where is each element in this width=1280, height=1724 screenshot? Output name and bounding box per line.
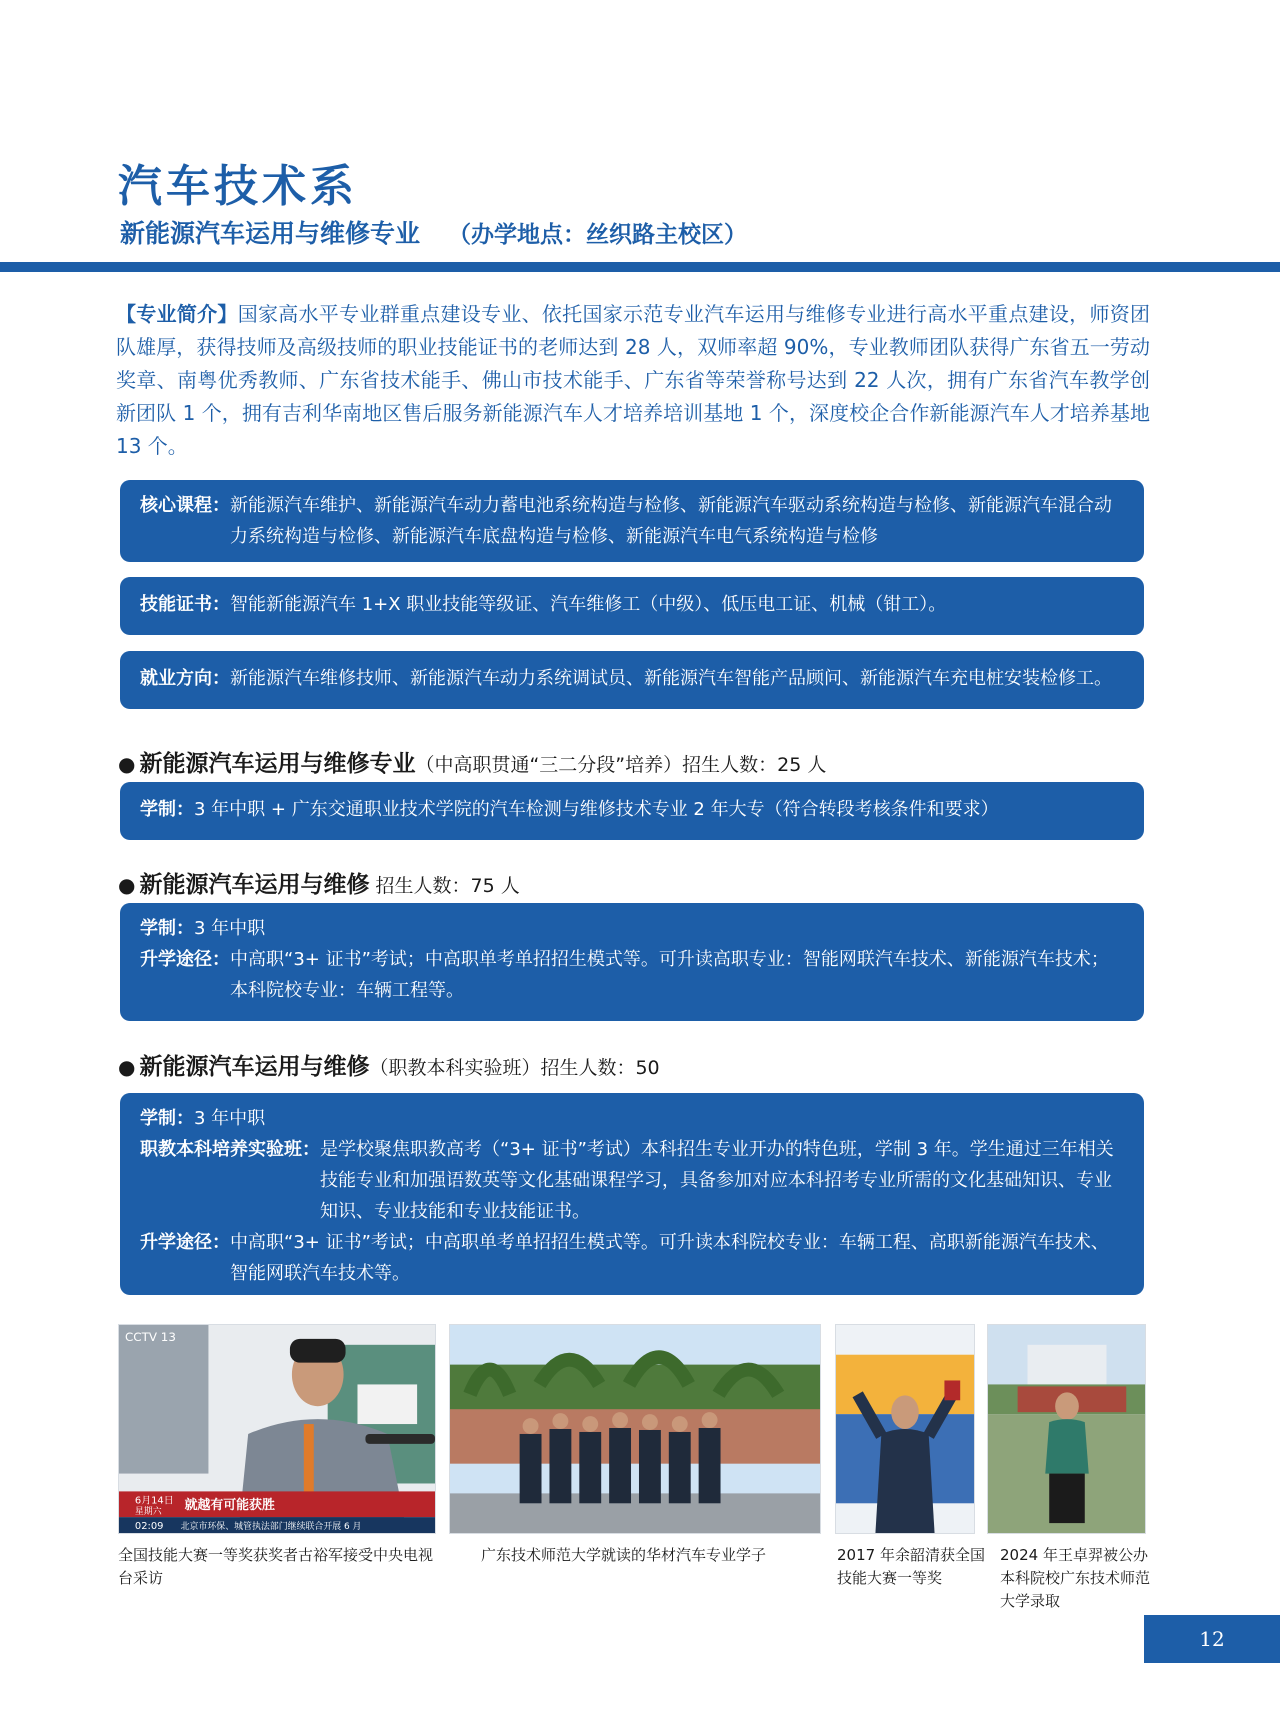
employment-text: 新能源汽车维修技师、新能源汽车动力系统调试员、新能源汽车智能产品顾问、新能源汽车充电桩安装检修工。 [230, 668, 1112, 689]
program-heading-3 [118, 1048, 660, 1081]
tv-time: 02:09 [134, 1521, 164, 1533]
row-text: 3 年中职 + 广东交通职业技术学院的汽车检测与维修技术专业 2 年大专（符合转段考核条件和要求） [194, 799, 999, 820]
row-text: 中高职“3+ 证书”考试；中高职单考单招招生模式等。可升读本科院校专业：车辆工程、高职新能源汽车技术、智能网联汽车技术等。 [230, 1232, 1109, 1284]
page-number: 12 [1144, 1615, 1280, 1663]
group-photo-image [450, 1325, 820, 1533]
program-box-2 [120, 903, 1144, 1021]
row-label: 学制： [140, 918, 194, 939]
certificates-label: 技能证书： [140, 594, 230, 615]
intro-text: 国家高水平专业群重点建设专业、依托国家示范专业汽车运用与维修专业进行高水平重点建设，师资团队雄厚，获得技师及高级技师的职业技能证书的老师达到 28 人，双师率超 90%，专业教师团队获得广东省五一劳动奖章、南粤优秀教师、广东省技术能手、佛山市技术能手、广东省等荣誉称号达到 22 人次，拥有广东省汽车教学创新团队 1 个，拥有吉利华南地区售后服务新能源汽车人才培养培训基地 1 个，深度校企合作新能源汽车人才培养基地 13 个。 [116, 302, 1151, 458]
row-label: 职教本科培养实验班： [140, 1139, 320, 1160]
row-text: 3 年中职 [194, 918, 266, 939]
photo-tv-interview [118, 1324, 436, 1534]
photo-caption-4: 2024 年王卓羿被公办本科院校广东技术师范大学录取 [1000, 1546, 1151, 1610]
university-admission-image [988, 1325, 1145, 1533]
program-suffix: 招生人数：75 人 [369, 875, 520, 897]
tv-interview-image [119, 1325, 435, 1533]
bullet-icon: ● [118, 873, 136, 897]
campus-location: （办学地点：丝织路主校区） [448, 222, 748, 248]
program-name: 新能源汽车运用与维修 [139, 1054, 370, 1080]
tv-logo: CCTV 13 [124, 1329, 176, 1344]
employment-label: 就业方向： [140, 668, 230, 689]
program-box-1 [120, 782, 1144, 840]
program-name: 新能源汽车运用与维修 [139, 872, 370, 898]
row-label: 学制： [140, 1108, 194, 1129]
core-courses-label: 核心课程： [140, 495, 230, 516]
program-name: 新能源汽车运用与维修专业 [139, 751, 416, 777]
program-suffix: （职教本科实验班）招生人数：50 [369, 1057, 660, 1079]
photo-caption-2: 广东技术师范大学就读的华材汽车专业学子 [481, 1546, 767, 1564]
bullet-icon: ● [118, 752, 136, 776]
program-suffix: （中高职贯通“三二分段”培养）招生人数：25 人 [415, 754, 827, 776]
photo-caption-1: 全国技能大赛一等奖获奖者古裕军接受中央电视台采访 [118, 1546, 434, 1587]
tv-day: 星期六 [134, 1507, 162, 1518]
core-courses-box [120, 480, 1144, 562]
row-text: 3 年中职 [194, 1108, 266, 1129]
certificates-box [120, 577, 1144, 635]
row-text: 中高职“3+ 证书”考试；中高职单考单招招生模式等。可升读高职专业：智能网联汽车技术、新能源汽车技术；本科院校专业：车辆工程等。 [230, 949, 1109, 1001]
photo-university-group [449, 1324, 821, 1534]
competition-winner-image [836, 1325, 974, 1533]
header-divider [0, 262, 1280, 272]
program-box-3 [120, 1093, 1144, 1295]
row-text: 是学校聚焦职教高考（“3+ 证书”考试）本科招生专业开办的特色班，学制 3 年。学生通过三年相关技能专业和加强语数英等文化基础课程学习，具备参加对应本科招考专业所需的文化基础知识、专业知识、专业技能和专业技能证书。 [320, 1139, 1114, 1222]
certificates-text: 智能新能源汽车 1+X 职业技能等级证、汽车维修工（中级）、低压电工证、机械（钳工）。 [230, 594, 947, 615]
core-courses-text: 新能源汽车维护、新能源汽车动力蓄电池系统构造与检修、新能源汽车驱动系统构造与检修、新能源汽车混合动 力系统构造与检修、新能源汽车底盘构造与检修、新能源汽车电气系统构造与检修 [230, 495, 1112, 547]
tv-ticker: 北京市环保、城管执法部门继续联合开展 6 月 [180, 1522, 362, 1533]
major-title-name: 新能源汽车运用与维修专业 [120, 219, 421, 248]
major-introduction [116, 298, 1150, 463]
row-label: 升学途径： [140, 1232, 230, 1253]
intro-label: 【专业简介】 [116, 302, 238, 326]
tv-headline: 就越有可能获胜 [184, 1498, 275, 1514]
photo-university-admission [987, 1324, 1146, 1534]
employment-box [120, 651, 1144, 709]
program-heading-1 [118, 745, 826, 778]
row-label: 升学途径： [140, 949, 230, 970]
tv-date: 6月14日 [134, 1495, 174, 1507]
photo-competition-winner [835, 1324, 975, 1534]
photo-caption-3: 2017 年余韶清获全国技能大赛一等奖 [837, 1546, 985, 1587]
major-title [120, 214, 747, 250]
department-title: 汽车技术系 [118, 161, 358, 212]
row-label: 学制： [140, 799, 194, 820]
bullet-icon: ● [118, 1055, 136, 1079]
program-heading-2 [118, 866, 520, 899]
